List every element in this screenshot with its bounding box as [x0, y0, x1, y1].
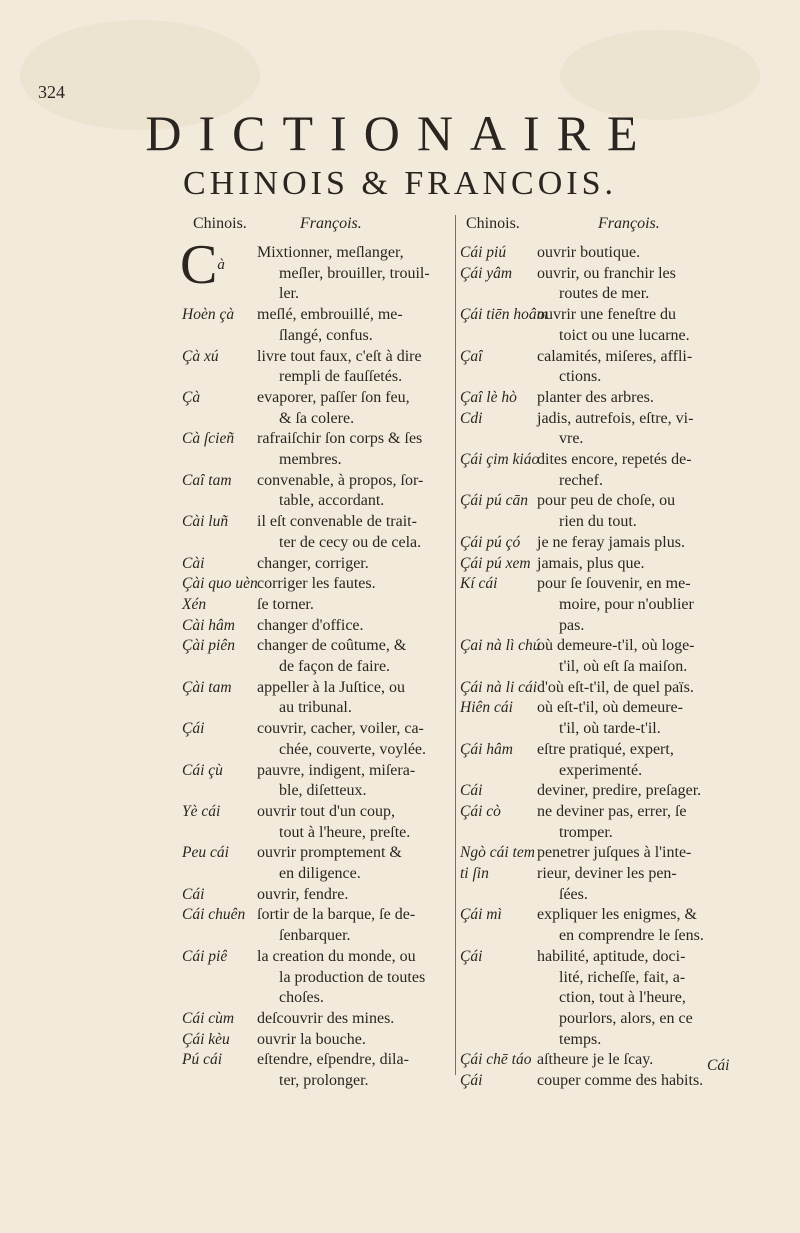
- definition: [537, 864, 677, 905]
- definition: [257, 947, 425, 1009]
- definition-line: lité, richeſſe, fait, a-: [559, 968, 686, 986]
- definition: [257, 678, 405, 719]
- definition-line: ſlangé, confus.: [279, 326, 373, 344]
- catchword: Cái: [707, 1057, 730, 1074]
- headword: Hoèn çà: [182, 306, 235, 324]
- right-col-header-chinese: Chinois.: [466, 215, 520, 232]
- definition-line: choſes.: [279, 989, 324, 1007]
- definition: [257, 574, 376, 595]
- definition-line: tout à l'heure, preſte.: [279, 823, 411, 841]
- definition-line: rieur, deviner les pen-: [537, 865, 677, 882]
- definition-line: corriger les fautes.: [257, 575, 376, 593]
- headword: ti ſin: [460, 865, 489, 882]
- definition: [257, 843, 402, 884]
- definition-line: meſler, brouiller, trouil-: [279, 264, 430, 282]
- definition-line: où demeure-t'il, où loge-: [537, 637, 695, 655]
- definition: [537, 305, 690, 346]
- definition: [537, 533, 685, 554]
- left-col-header-chinese: Chinois.: [193, 215, 247, 232]
- definition-line: planter des arbres.: [537, 388, 654, 406]
- headword: Çái nà li cái: [460, 678, 538, 696]
- definition-line: jamais, plus que.: [537, 554, 645, 572]
- definition-line: t'il, où tarde-t'il.: [559, 720, 661, 738]
- headword: Çái hâm: [460, 740, 513, 758]
- definition: [257, 429, 422, 470]
- definition-line: pauvre, indigent, miſera-: [257, 761, 416, 779]
- definition-line: expliquer les enigmes, &: [537, 906, 697, 924]
- headword: Kí cái: [460, 575, 498, 593]
- headword: Cái: [182, 885, 205, 903]
- definition: [537, 947, 693, 1051]
- definition-line: jadis, autrefois, eſtre, vi-: [537, 409, 694, 427]
- definition-line: changer de coûtume, &: [257, 637, 407, 655]
- definition-line: ouvrir tout d'un coup,: [257, 802, 395, 820]
- definition-line: & ſa colere.: [279, 409, 355, 427]
- headword: Caî tam: [182, 471, 232, 489]
- definition-line: ouvrir, ou franchir les: [537, 264, 676, 282]
- definition-line: d'où eſt-t'il, de quel païs.: [537, 678, 694, 696]
- definition-line: de façon de faire.: [279, 658, 391, 675]
- definition-line: ouvrir boutique.: [537, 244, 641, 261]
- definition: [537, 1050, 653, 1071]
- headword: Çái pú çó: [460, 533, 521, 551]
- headword: Çái: [460, 947, 483, 965]
- definition-line: rien du tout.: [559, 513, 637, 531]
- definition: [257, 885, 348, 906]
- definition: [257, 471, 423, 512]
- definition-line: ouvrir une feneſtre du: [537, 306, 677, 324]
- definition: [257, 1009, 394, 1030]
- definition: [257, 595, 314, 616]
- definition-line: routes de mer.: [559, 285, 650, 303]
- definition-line: moire, pour n'oublier: [559, 595, 694, 613]
- definition: [257, 636, 406, 677]
- left-col-header-french: François.: [300, 215, 362, 232]
- definition: [257, 905, 415, 946]
- headword: Çà xú: [182, 347, 219, 365]
- page-subtitle: CHINOIS & FRANCOIS.: [183, 165, 617, 202]
- headword: Yè cái: [182, 802, 221, 820]
- headword: Hiên cái: [460, 699, 513, 717]
- headword: Çái yâm: [460, 264, 513, 282]
- definition-line: il eſt convenable de trait-: [257, 513, 417, 531]
- definition: [537, 636, 695, 677]
- definition: [257, 1030, 366, 1051]
- initial-letter: $C^à$: [180, 234, 225, 296]
- definition-line: evaporer, paſſer ſon feu,: [257, 388, 410, 406]
- headword: Çài quo uèn: [182, 575, 258, 593]
- definition-line: Mixtionner, meſlanger,: [257, 244, 404, 261]
- definition-line: ne deviner pas, errer, ſe: [537, 802, 687, 820]
- headword: Çái: [460, 1072, 483, 1089]
- definition-line: ter, prolonger.: [279, 1072, 369, 1089]
- definition-line: table, accordant.: [279, 492, 385, 510]
- headword: Peu cái: [182, 844, 229, 862]
- page-number: 324: [38, 82, 65, 102]
- definition: [537, 264, 676, 305]
- headword: Çái pú xem: [460, 554, 531, 572]
- definition-line: ouvrir, fendre.: [257, 885, 349, 903]
- definition: [537, 243, 640, 264]
- headword: Çà: [182, 388, 201, 406]
- definition: [537, 905, 704, 946]
- definition-line: pourlors, alors, en ce: [559, 1009, 693, 1027]
- definition: [257, 305, 403, 346]
- definition: [257, 719, 426, 760]
- definition-line: eſtendre, eſpendre, dila-: [257, 1051, 409, 1069]
- headword: Çaî lè hò: [460, 388, 517, 406]
- definition-line: experimenté.: [559, 761, 643, 779]
- definition-line: ler.: [279, 285, 299, 303]
- definition: [257, 1050, 409, 1091]
- definition-line: pour peu de choſe, ou: [537, 492, 676, 510]
- headword: Çái chē táo: [460, 1051, 532, 1069]
- headword: Çái mì: [460, 906, 502, 924]
- definition: [537, 843, 691, 864]
- headword: Cài: [182, 554, 205, 572]
- headword: Cài hâm: [182, 616, 235, 634]
- headword: Çai nà lì chú: [460, 637, 541, 655]
- headword: Çài tam: [182, 678, 232, 696]
- definition-line: ſées.: [559, 885, 588, 903]
- definition-line: meſlé, embrouillé, me-: [257, 306, 403, 324]
- definition-line: je ne feray jamais plus.: [537, 533, 685, 551]
- definition-line: deviner, predire, preſager.: [537, 782, 702, 800]
- headword: Cà ſcieñ: [182, 430, 235, 448]
- definition-line: eſtre pratiqué, expert,: [537, 740, 674, 758]
- definition: [257, 616, 364, 637]
- page-title: DICTIONAIRE: [145, 105, 655, 161]
- definition: [257, 554, 369, 575]
- definition-line: ſortir de la barque, ſe de-: [257, 906, 416, 924]
- definition-line: ble, diſetteux.: [279, 782, 367, 800]
- definition-line: calamités, miſeres, affli-: [537, 347, 693, 365]
- definition-line: la production de toutes: [279, 968, 426, 986]
- definition: [537, 450, 692, 491]
- definition: [537, 698, 683, 739]
- headword: Çái kèu: [182, 1030, 230, 1048]
- definition-line: rempli de fauſſetés.: [279, 368, 403, 386]
- definition-line: deſcouvrir des mines.: [257, 1009, 395, 1027]
- definition-line: aſtheure je le ſcay.: [537, 1051, 654, 1069]
- definition: [537, 781, 701, 802]
- headword: Cái piê: [182, 947, 228, 965]
- headword: Çái tiēn hoâm: [460, 306, 548, 324]
- definition-line: au tribunal.: [279, 699, 352, 717]
- headword: Cài luñ: [182, 513, 229, 531]
- definition-line: vre.: [559, 430, 584, 448]
- definition: [257, 347, 422, 388]
- definition-line: couper comme des habits.: [537, 1072, 704, 1089]
- definition-line: penetrer juſques à l'inte-: [537, 844, 692, 862]
- definition-line: dites encore, repetés de-: [537, 451, 692, 468]
- definition-line: t'il, où eſt ſa maiſon.: [559, 658, 688, 675]
- definition-line: ction, tout à l'heure,: [559, 989, 686, 1007]
- definition: [537, 574, 694, 636]
- definition-line: pour ſe ſouvenir, en me-: [537, 575, 691, 593]
- definition: [537, 491, 675, 532]
- definition-line: rafraiſchir ſon corps & ſes: [257, 430, 423, 448]
- definition: [537, 554, 645, 575]
- definition-line: changer, corriger.: [257, 554, 369, 572]
- definition: [537, 1071, 703, 1092]
- definition-line: en comprendre le ſens.: [559, 927, 704, 945]
- headword: Çái cò: [460, 802, 501, 820]
- headword: Cdi: [460, 409, 483, 427]
- right-col-header-french: François.: [598, 215, 660, 232]
- definition: [257, 802, 410, 843]
- definition: [257, 243, 430, 305]
- headword: Çái pú cān: [460, 492, 529, 510]
- headword: Çái: [182, 720, 205, 738]
- definition: [537, 347, 692, 388]
- definition-line: ſe torner.: [257, 595, 314, 613]
- definition-line: appeller à la Juſtice, ou: [257, 678, 405, 696]
- column-divider: [455, 215, 456, 1075]
- definition-line: temps.: [559, 1030, 602, 1048]
- definition-line: toict ou une lucarne.: [559, 326, 690, 344]
- definition-line: habilité, aptitude, doci-: [537, 947, 686, 965]
- definition-line: tromper.: [559, 823, 613, 841]
- headword: Xén: [182, 595, 207, 613]
- definition-line: changer d'office.: [257, 616, 364, 634]
- headword: Pú cái: [182, 1051, 223, 1069]
- definition-line: convenable, à propos, ſor-: [257, 471, 424, 489]
- headword: Cái çù: [182, 761, 223, 779]
- definition: [537, 802, 687, 843]
- definition-line: ouvrir la bouche.: [257, 1030, 366, 1048]
- definition-line: en diligence.: [279, 865, 361, 882]
- headword: Cái: [460, 782, 483, 800]
- definition: [537, 678, 694, 699]
- definition-line: couvrir, cacher, voiler, ca-: [257, 720, 424, 738]
- definition: [537, 740, 674, 781]
- definition-line: la creation du monde, ou: [257, 947, 416, 965]
- definition-line: chée, couverte, voylée.: [279, 740, 427, 758]
- headword: Çài piên: [182, 637, 235, 655]
- definition-line: ter de cecy ou de cela.: [279, 533, 422, 551]
- headword: Cái piú: [460, 244, 507, 261]
- definition: [257, 761, 415, 802]
- definition: [537, 409, 693, 450]
- headword: Ngò cái tem: [460, 844, 535, 862]
- headword: Çaî: [460, 347, 483, 365]
- headword: Cái chuên: [182, 906, 246, 924]
- definition-line: ctions.: [559, 368, 602, 386]
- definition-line: membres.: [279, 451, 342, 468]
- definition: [257, 512, 421, 553]
- headword: Çái çim kiáo: [460, 451, 540, 468]
- definition-line: où eſt-t'il, où demeure-: [537, 699, 683, 717]
- definition-line: ouvrir promptement &: [257, 844, 402, 862]
- definition-line: livre tout faux, c'eſt à dire: [257, 347, 422, 365]
- definition: [257, 388, 410, 429]
- definition-line: ſenbarquer.: [279, 927, 351, 945]
- definition: [537, 388, 654, 409]
- definition-line: rechef.: [559, 471, 603, 489]
- definition-line: pas.: [559, 616, 585, 634]
- headword: Cái cùm: [182, 1009, 235, 1027]
